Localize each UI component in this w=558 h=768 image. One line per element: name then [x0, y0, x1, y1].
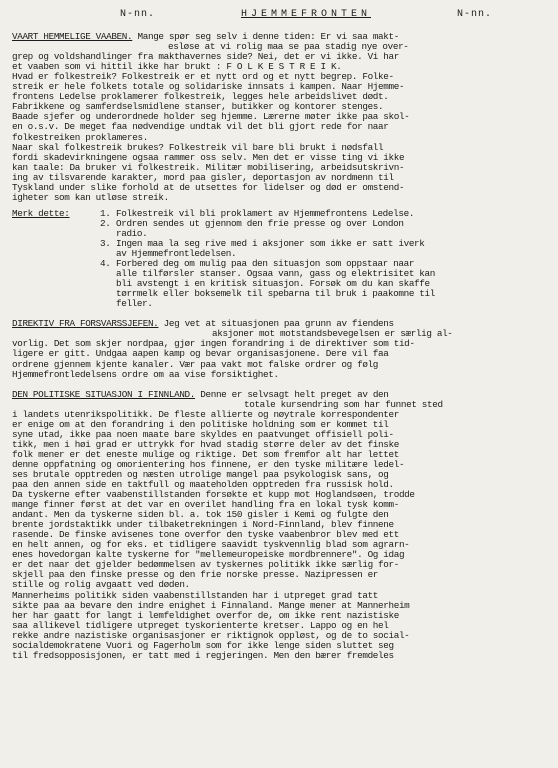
text-line: aksjoner mot motstandsbevegelsen er særlig al- [212, 329, 453, 340]
section-notes [12, 209, 552, 309]
page-header [12, 10, 552, 20]
text-line: Fabrikkene og samferdselsmidlene stanser, butikker og kontorer stenges. [12, 102, 384, 113]
item-number: 1. [100, 207, 111, 219]
text-line: av Hjemmefrontledelsen. [116, 249, 237, 260]
item-number: 3. [100, 237, 111, 249]
text-line: tørrmelk eller boksemelk til spebarna til bruk i paakomne til [116, 289, 435, 300]
text-line: tikk, men i høi grad er uttrykk for hvad stadig større deler av det finske [12, 439, 399, 450]
text-line: stille og rolig avgaatt ved døden. [12, 580, 190, 591]
text-line: saa allikevel tidligere utpreget tyskorienterte kretser. Lappo og en hel [12, 620, 389, 631]
text-line: vorlig. Det som skjer nordpaa, gjør ingen forandring i de direktiver som tid- [12, 339, 415, 350]
text-line: mange finner først at det var en overilet handling fra en lokal tysk komm- [12, 500, 399, 511]
notes-items [100, 209, 552, 309]
text-line: bli avstengt i en kritisk situasjon. Forsøk om du kan skaffe [116, 279, 430, 290]
text-line: en o.s.v. De meget faa nødvendige undtak vil det bli gjort rede for naar [12, 122, 389, 133]
text-line: syne utad, ikke paa noen maate bare skyldes en paatvunget offisiell poli- [12, 429, 394, 440]
notes-list [12, 209, 552, 309]
text-line: andant. Men da tyskerne siden bl. a. tok 150 gisler i Kemi og fulgte den [12, 510, 389, 521]
newsletter-title: HJEMMEFRONTEN [240, 9, 371, 20]
text-line: socialdemokratene Vuori og Fagerholm som for ikke lenge siden sluttet seg [12, 640, 394, 651]
text-line: er det naar det gjelder bedømmelsen av tyskernes politikk ikke særlig for- [12, 560, 399, 571]
notes-label: Merk dette: [12, 207, 70, 219]
text-line: Hvad er folkestreik? Folkestreik er et nytt ord og et nytt begrep. Folke- [12, 72, 394, 83]
section-politics [12, 390, 552, 661]
text-line: i landets utenrikspolitikk. De fleste allierte og nøytrale korrespondenter [12, 409, 399, 420]
item-text [116, 239, 552, 259]
header-right: N-nn. [456, 9, 492, 20]
text-line: en helt annen, og for eks. et tidligere saavidt tyskvennlig blad som agrarn- [12, 540, 410, 551]
section-heading: DEN POLITISKE SITUASJON I FINNLAND. [12, 389, 196, 400]
text-line: kan taale: Da bruker vi folkestreik. Militær mobilisering, arbeidsutskrivn- [12, 162, 405, 173]
text-line: Ordren sendes ut gjennom den frie presse og over London [116, 218, 404, 229]
text-line: Forbered deg om mulig paa den situasjon som oppstaar naar [116, 259, 415, 270]
text-line: brente jordstaktikk under tilbaketrekningen i Nord-Finnland, blev finnene [12, 520, 394, 531]
list-item [100, 209, 552, 219]
list-item [100, 239, 552, 259]
text-line: til fredsopposisjonen, er tatt med i regjeringen. Men den bærer fremdeles [12, 650, 394, 661]
list-item [100, 259, 552, 309]
text-line: rasende. De finske avisenes tone overfor den tyske vaabenbror blev med ett [12, 530, 399, 541]
item-text [116, 259, 552, 309]
text-line: rekke andre nazistiske organisasjoner er riktignok oppløst, og de to social- [12, 630, 410, 641]
text-line: Folkestreik vil bli proklamert av Hjemmefrontens Ledelse. [116, 208, 415, 219]
text-line: Baade sjefer og underordnede holder seg hjemme. Lærerne møter ikke paa skol- [12, 112, 410, 123]
text-line: totale kursendring som har funnet sted [244, 399, 443, 410]
text-line: DEN POLITISKE SITUASJON I FINNLAND. Denne er selvsagt helt preget av den [12, 389, 389, 400]
section-heading: DIREKTIV FRA FORSVARSSJEFEN. [12, 319, 159, 330]
text-line: frontens Ledelse proklamerer folkestreik, legges hele arbeidslivet dødt. [12, 92, 389, 103]
text-line: fordi skadevirkningene ogsaa rammer oss selv. Men det er visse ting vi ikke [12, 152, 405, 163]
text-line: Hjemmefrontledelsens ordre om aa vise forsiktighet. [12, 369, 279, 380]
text-line: Da tyskerne efter vaabenstillstanden forsøkte et kupp mot Hoglandsøen, trodde [12, 490, 415, 501]
text-line: radio. [116, 228, 148, 239]
text-line: paa den annen side en taktfull og maateholden opptreden fra russisk hold. [12, 480, 394, 491]
text-line: Ingen maa la seg rive med i aksjoner som ikke er satt iverk [116, 238, 425, 249]
header-left: N-nn. [120, 9, 156, 20]
section-directive [12, 319, 552, 379]
text-line: alle tilførsler stanser. Ogsaa vann, gass og elektrisitet kan [116, 269, 435, 280]
text-line: sikte paa aa bevare den indre enighet i Finnaland. Mange mener at Mannerheim [12, 600, 410, 611]
text-line: ing av tilsvarende karakter, mord paa gisler, deportasjon av nordmenn til [12, 172, 394, 183]
text-line: Naar skal folkestreik brukes? Folkestreik vil bare bli brukt i nødsfall [12, 142, 384, 153]
text-line: her har gaatt for langt i lemfeldighet overfor de, om ikke rent nazistiske [12, 610, 399, 621]
text-line: Tyskland under slike forhold at de utsettes for lidelser og død er omstend- [12, 182, 405, 193]
text-line: folkestreiken proklameres. [12, 132, 148, 143]
text-line: VAART HEMMELIGE VAABEN. Mange spør seg selv i denne tiden: Er vi saa makt- [12, 32, 399, 43]
section-secret-weapon [12, 32, 552, 203]
section-heading: VAART HEMMELIGE VAABEN. [12, 32, 133, 43]
item-text [116, 209, 552, 219]
text-line: grep og voldshandlinger fra makthavernes side? Nei, det er vi ikke. Vi har [12, 52, 399, 63]
text-line: Mannerheims politikk siden vaabenstillstanden har i utpreget grad tatt [12, 590, 379, 601]
text-line: et vaaben som vi hittil ikke har brukt : F O L K E S T R E I K. [12, 62, 342, 73]
item-text [116, 219, 552, 239]
text-line: esløse at vi rolig maa se paa stadig nye over- [168, 42, 409, 53]
item-number: 2. [100, 217, 111, 229]
list-item [100, 219, 552, 239]
text-line: denne oppfatning og omorientering hos finnene, er den tyske militære ledel- [12, 459, 405, 470]
text-line: enes hovedorgan kalte tyskerne for "mellemeuropeiske mordbrennere". Og idag [12, 550, 405, 561]
text-line: folk mener er det eneste mulige og riktige. Det som fremfor alt har lettet [12, 449, 399, 460]
text-line: DIREKTIV FRA FORSVARSSJEFEN. Jeg vet at situasjonen paa grunn av fiendens [12, 319, 394, 330]
text-line: er enige om at den forandring i den politiske holdning som er kommet til [12, 419, 389, 430]
text-line: ordrene gjennem kjente kanaler. Vær paa vakt mot falske ordrer og følg [12, 359, 379, 370]
text-line: skjell paa den finske presse og den frie norske presse. Nazipressen er [12, 570, 379, 581]
text-line: feller. [116, 299, 153, 310]
item-number: 4. [100, 258, 111, 270]
text-line: igheter som kan utløse streik. [12, 192, 169, 203]
text-line: ses brutale opptreden og næsten utrolige mangel paa psykologisk sans, og [12, 469, 389, 480]
text-line: streik er hele folkets totale og solidariske innsats i kampen. Naar Hjemme- [12, 82, 405, 93]
text-line: ligere er gitt. Undgaa aapen kamp og bevar organisasjonene. Dere vil faa [12, 349, 389, 360]
